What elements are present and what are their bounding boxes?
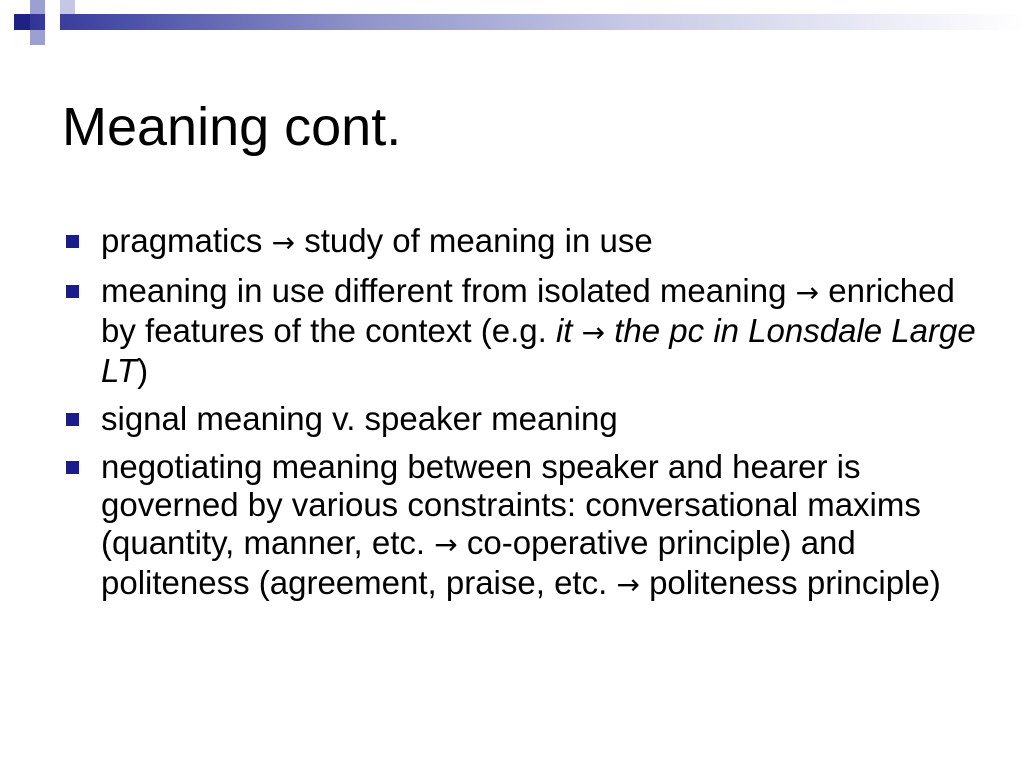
header-band — [0, 14, 1024, 30]
bullet-text: politeness principle) — [639, 564, 941, 601]
bullet-item — [62, 400, 982, 438]
square-bullet-icon — [66, 285, 79, 298]
bullet-text: signal meaning v. speaker meaning — [101, 400, 618, 437]
decor-square — [30, 0, 45, 14]
slide-title: Meaning cont. — [62, 97, 402, 157]
decor-square — [0, 0, 14, 14]
bullet-text — [572, 312, 581, 349]
bullet-list — [62, 222, 982, 614]
bullet-text: meaning in use different from isolated meaning — [101, 272, 796, 309]
decor-square — [30, 30, 45, 45]
bullet-italic-text: the pc in Lonsdale Large LT — [101, 312, 976, 389]
bullet-text: study of meaning in use — [295, 222, 653, 259]
arrow-right-icon: → — [795, 276, 820, 309]
bullet-text: enriched by features of the context (e.g. — [101, 272, 955, 349]
arrow-right-icon: → — [434, 528, 458, 561]
bullet-italic-text: it — [555, 312, 573, 349]
bullet-item — [62, 222, 982, 262]
arrow-right-icon: → — [581, 316, 606, 349]
bullet-text — [605, 312, 614, 349]
decor-square — [60, 0, 75, 14]
arrow-right-icon: → — [616, 568, 640, 601]
bullet-text: negotiating meaning between speaker and hearer is governed by various constraints: conversational maxims (quantity, manner, etc. — [101, 448, 921, 561]
bullet-item — [62, 448, 982, 604]
square-bullet-icon — [66, 461, 79, 474]
decor-square — [45, 14, 60, 30]
bullet-text: pragmatics — [101, 222, 272, 259]
decor-square — [14, 30, 30, 45]
arrow-right-icon: → — [271, 226, 296, 259]
bullet-text: ) — [137, 352, 149, 389]
decor-square — [14, 14, 30, 30]
bullet-item — [62, 272, 982, 390]
bullet-text: co-operative principle) and politeness (agreement, praise, etc. — [101, 524, 856, 601]
decor-square — [0, 14, 14, 30]
square-bullet-icon — [66, 235, 79, 248]
square-bullet-icon — [66, 413, 79, 426]
